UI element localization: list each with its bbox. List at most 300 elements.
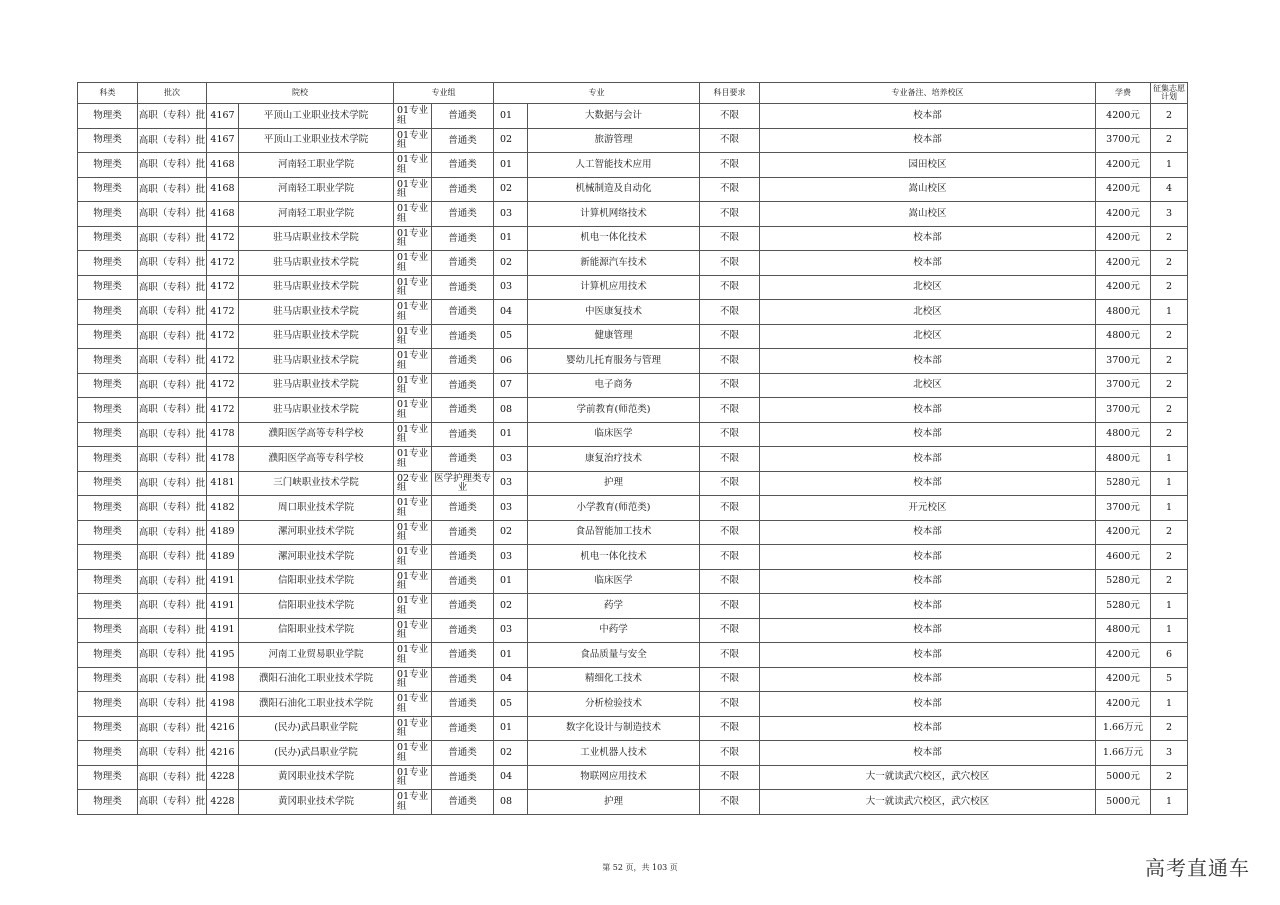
cell-fee: 4600元 (1096, 545, 1151, 570)
cell-major-code: 05 (494, 692, 528, 717)
cell-major-code: 01 (494, 226, 528, 251)
cell-subject-req: 不限 (700, 153, 760, 178)
cell-category: 物理类 (78, 128, 138, 153)
cell-subject-req: 不限 (700, 790, 760, 815)
cell-major: 药学 (528, 594, 700, 619)
cell-fee: 4200元 (1096, 202, 1151, 227)
cell-major: 健康管理 (528, 324, 700, 349)
cell-category: 物理类 (78, 373, 138, 398)
cell-school-code: 4172 (207, 398, 239, 423)
cell-school: 驻马店职业技术学院 (239, 324, 394, 349)
cell-school: 濮阳石油化工职业技术学院 (239, 667, 394, 692)
cell-note: 校本部 (760, 520, 1096, 545)
cell-note: 校本部 (760, 545, 1096, 570)
cell-note: 校本部 (760, 104, 1096, 129)
cell-group: 01专业组 (394, 741, 432, 766)
cell-batch: 高职（专科）批 (138, 471, 207, 496)
cell-group: 01专业组 (394, 324, 432, 349)
header-school: 院校 (207, 83, 394, 104)
cell-fee: 1.66万元 (1096, 716, 1151, 741)
cell-fee: 3700元 (1096, 398, 1151, 423)
cell-fee: 4200元 (1096, 251, 1151, 276)
cell-major: 学前教育(师范类) (528, 398, 700, 423)
cell-category: 物理类 (78, 471, 138, 496)
cell-subject-req: 不限 (700, 128, 760, 153)
cell-school: 河南轻工职业学院 (239, 153, 394, 178)
cell-group: 01专业组 (394, 177, 432, 202)
cell-group: 01专业组 (394, 202, 432, 227)
cell-major-code: 03 (494, 618, 528, 643)
cell-note: 北校区 (760, 373, 1096, 398)
cell-school-code: 4172 (207, 226, 239, 251)
cell-subject-req: 不限 (700, 741, 760, 766)
cell-school-code: 4167 (207, 104, 239, 129)
cell-batch: 高职（专科）批 (138, 618, 207, 643)
cell-plan: 2 (1151, 716, 1188, 741)
cell-major-code: 03 (494, 496, 528, 521)
cell-category: 物理类 (78, 765, 138, 790)
cell-school-code: 4191 (207, 569, 239, 594)
cell-school-code: 4216 (207, 741, 239, 766)
table-row (78, 618, 1188, 643)
cell-major: 人工智能技术应用 (528, 153, 700, 178)
cell-school: 河南工业贸易职业学院 (239, 643, 394, 668)
cell-group: 01专业组 (394, 765, 432, 790)
cell-batch: 高职（专科）批 (138, 251, 207, 276)
cell-plan: 2 (1151, 765, 1188, 790)
cell-plan: 5 (1151, 667, 1188, 692)
cell-school: 信阳职业技术学院 (239, 594, 394, 619)
cell-major: 大数据与会计 (528, 104, 700, 129)
cell-batch: 高职（专科）批 (138, 447, 207, 472)
cell-fee: 4800元 (1096, 447, 1151, 472)
cell-category: 物理类 (78, 398, 138, 423)
cell-major-code: 02 (494, 128, 528, 153)
cell-school-code: 4189 (207, 545, 239, 570)
cell-plan: 1 (1151, 618, 1188, 643)
cell-major: 中医康复技术 (528, 300, 700, 325)
cell-note: 校本部 (760, 667, 1096, 692)
cell-note: 校本部 (760, 349, 1096, 374)
table-row (78, 104, 1188, 129)
table-row (78, 422, 1188, 447)
cell-major: 康复治疗技术 (528, 447, 700, 472)
cell-note: 校本部 (760, 618, 1096, 643)
cell-group-type: 普通类 (432, 447, 494, 472)
cell-note: 校本部 (760, 741, 1096, 766)
cell-major-code: 01 (494, 569, 528, 594)
table-row (78, 300, 1188, 325)
cell-group: 01专业组 (394, 153, 432, 178)
table-row (78, 545, 1188, 570)
cell-school-code: 4172 (207, 275, 239, 300)
table-row (78, 692, 1188, 717)
cell-major-code: 01 (494, 643, 528, 668)
cell-school-code: 4182 (207, 496, 239, 521)
table-row (78, 569, 1188, 594)
cell-fee: 1.66万元 (1096, 741, 1151, 766)
cell-batch: 高职（专科）批 (138, 324, 207, 349)
cell-school: 濮阳医学高等专科学校 (239, 422, 394, 447)
cell-fee: 4200元 (1096, 275, 1151, 300)
cell-plan: 1 (1151, 300, 1188, 325)
cell-major: 工业机器人技术 (528, 741, 700, 766)
cell-category: 物理类 (78, 594, 138, 619)
header-major: 专业 (494, 83, 700, 104)
cell-batch: 高职（专科）批 (138, 422, 207, 447)
cell-batch: 高职（专科）批 (138, 300, 207, 325)
cell-plan: 2 (1151, 569, 1188, 594)
cell-major-code: 05 (494, 324, 528, 349)
cell-school-code: 4168 (207, 153, 239, 178)
cell-school-code: 4228 (207, 790, 239, 815)
cell-plan: 2 (1151, 128, 1188, 153)
cell-major-code: 04 (494, 765, 528, 790)
table-header-row (78, 83, 1188, 104)
cell-category: 物理类 (78, 300, 138, 325)
cell-subject-req: 不限 (700, 667, 760, 692)
cell-note: 校本部 (760, 226, 1096, 251)
cell-group-type: 普通类 (432, 373, 494, 398)
cell-fee: 4200元 (1096, 226, 1151, 251)
cell-plan: 6 (1151, 643, 1188, 668)
cell-plan: 1 (1151, 594, 1188, 619)
cell-school: 信阳职业技术学院 (239, 569, 394, 594)
cell-note: 校本部 (760, 471, 1096, 496)
cell-school-code: 4181 (207, 471, 239, 496)
cell-group-type: 普通类 (432, 594, 494, 619)
cell-school: 黄冈职业技术学院 (239, 790, 394, 815)
cell-group-type: 普通类 (432, 202, 494, 227)
table-row (78, 349, 1188, 374)
cell-subject-req: 不限 (700, 716, 760, 741)
cell-note: 嵩山校区 (760, 202, 1096, 227)
cell-school: 驻马店职业技术学院 (239, 251, 394, 276)
header-subject-req: 科目要求 (700, 83, 760, 104)
cell-batch: 高职（专科）批 (138, 692, 207, 717)
cell-fee: 3700元 (1096, 349, 1151, 374)
cell-plan: 1 (1151, 790, 1188, 815)
cell-group-type: 普通类 (432, 104, 494, 129)
cell-major: 电子商务 (528, 373, 700, 398)
cell-group: 02专业组 (394, 471, 432, 496)
cell-category: 物理类 (78, 422, 138, 447)
cell-subject-req: 不限 (700, 275, 760, 300)
cell-major-code: 03 (494, 202, 528, 227)
cell-category: 物理类 (78, 202, 138, 227)
cell-group: 01专业组 (394, 275, 432, 300)
cell-subject-req: 不限 (700, 520, 760, 545)
cell-subject-req: 不限 (700, 300, 760, 325)
cell-fee: 4200元 (1096, 520, 1151, 545)
cell-note: 校本部 (760, 569, 1096, 594)
cell-school-code: 4172 (207, 324, 239, 349)
cell-group-type: 普通类 (432, 692, 494, 717)
cell-batch: 高职（专科）批 (138, 398, 207, 423)
cell-major-code: 02 (494, 594, 528, 619)
cell-school: 驻马店职业技术学院 (239, 398, 394, 423)
cell-major-code: 04 (494, 667, 528, 692)
cell-group: 01专业组 (394, 692, 432, 717)
cell-school-code: 4172 (207, 300, 239, 325)
cell-group-type: 普通类 (432, 520, 494, 545)
cell-school-code: 4178 (207, 422, 239, 447)
cell-subject-req: 不限 (700, 618, 760, 643)
table-row (78, 202, 1188, 227)
cell-category: 物理类 (78, 251, 138, 276)
cell-fee: 4200元 (1096, 153, 1151, 178)
cell-major: 精细化工技术 (528, 667, 700, 692)
cell-school: 濮阳石油化工职业技术学院 (239, 692, 394, 717)
cell-subject-req: 不限 (700, 692, 760, 717)
cell-fee: 4200元 (1096, 104, 1151, 129)
cell-major-code: 01 (494, 716, 528, 741)
watermark-logo: 高考直通车 (1145, 856, 1250, 880)
header-fee: 学费 (1096, 83, 1151, 104)
cell-group-type: 普通类 (432, 545, 494, 570)
cell-school: 漯河职业技术学院 (239, 545, 394, 570)
table-row (78, 251, 1188, 276)
cell-subject-req: 不限 (700, 447, 760, 472)
cell-fee: 4800元 (1096, 618, 1151, 643)
cell-school: 三门峡职业技术学院 (239, 471, 394, 496)
cell-group-type: 医学护理类专业 (432, 471, 494, 496)
header-batch: 批次 (138, 83, 207, 104)
cell-group-type: 普通类 (432, 128, 494, 153)
cell-fee: 5000元 (1096, 790, 1151, 815)
cell-school-code: 4167 (207, 128, 239, 153)
header-group: 专业组 (394, 83, 494, 104)
cell-group: 01专业组 (394, 447, 432, 472)
cell-group: 01专业组 (394, 226, 432, 251)
cell-plan: 2 (1151, 251, 1188, 276)
cell-category: 物理类 (78, 545, 138, 570)
cell-group: 01专业组 (394, 594, 432, 619)
cell-major: 中药学 (528, 618, 700, 643)
cell-school-code: 4198 (207, 667, 239, 692)
table-row (78, 765, 1188, 790)
cell-note: 开元校区 (760, 496, 1096, 521)
table-row (78, 398, 1188, 423)
cell-plan: 2 (1151, 349, 1188, 374)
cell-school-code: 4178 (207, 447, 239, 472)
cell-category: 物理类 (78, 275, 138, 300)
cell-major: 护理 (528, 471, 700, 496)
cell-batch: 高职（专科）批 (138, 373, 207, 398)
cell-subject-req: 不限 (700, 765, 760, 790)
cell-school: (民办)武昌职业学院 (239, 741, 394, 766)
cell-note: 校本部 (760, 422, 1096, 447)
cell-fee: 4200元 (1096, 643, 1151, 668)
cell-subject-req: 不限 (700, 643, 760, 668)
cell-major: 新能源汽车技术 (528, 251, 700, 276)
cell-note: 园田校区 (760, 153, 1096, 178)
cell-batch: 高职（专科）批 (138, 765, 207, 790)
cell-major-code: 08 (494, 790, 528, 815)
cell-school: 平顶山工业职业技术学院 (239, 104, 394, 129)
cell-note: 大一就读武穴校区，武穴校区 (760, 765, 1096, 790)
cell-plan: 2 (1151, 275, 1188, 300)
cell-batch: 高职（专科）批 (138, 594, 207, 619)
cell-fee: 3700元 (1096, 373, 1151, 398)
cell-major: 分析检验技术 (528, 692, 700, 717)
cell-plan: 4 (1151, 177, 1188, 202)
cell-group: 01专业组 (394, 373, 432, 398)
cell-plan: 3 (1151, 202, 1188, 227)
table-row (78, 716, 1188, 741)
cell-school-code: 4198 (207, 692, 239, 717)
cell-plan: 2 (1151, 226, 1188, 251)
cell-plan: 1 (1151, 496, 1188, 521)
cell-school-code: 4228 (207, 765, 239, 790)
cell-plan: 1 (1151, 692, 1188, 717)
cell-batch: 高职（专科）批 (138, 569, 207, 594)
cell-fee: 5280元 (1096, 471, 1151, 496)
cell-group: 01专业组 (394, 251, 432, 276)
cell-fee: 3700元 (1096, 128, 1151, 153)
cell-major: 临床医学 (528, 422, 700, 447)
cell-note: 北校区 (760, 324, 1096, 349)
cell-note: 大一就读武穴校区，武穴校区 (760, 790, 1096, 815)
cell-category: 物理类 (78, 177, 138, 202)
cell-note: 北校区 (760, 275, 1096, 300)
cell-batch: 高职（专科）批 (138, 349, 207, 374)
cell-batch: 高职（专科）批 (138, 643, 207, 668)
cell-plan: 2 (1151, 373, 1188, 398)
cell-subject-req: 不限 (700, 545, 760, 570)
cell-school-code: 4172 (207, 251, 239, 276)
cell-group-type: 普通类 (432, 300, 494, 325)
cell-category: 物理类 (78, 643, 138, 668)
cell-group-type: 普通类 (432, 398, 494, 423)
cell-batch: 高职（专科）批 (138, 275, 207, 300)
cell-category: 物理类 (78, 496, 138, 521)
cell-major-code: 01 (494, 422, 528, 447)
cell-subject-req: 不限 (700, 471, 760, 496)
cell-group: 01专业组 (394, 667, 432, 692)
cell-major: 数字化设计与制造技术 (528, 716, 700, 741)
cell-note: 校本部 (760, 398, 1096, 423)
cell-plan: 1 (1151, 447, 1188, 472)
cell-school-code: 4172 (207, 373, 239, 398)
cell-school: 黄冈职业技术学院 (239, 765, 394, 790)
cell-note: 北校区 (760, 300, 1096, 325)
table-row (78, 128, 1188, 153)
cell-subject-req: 不限 (700, 373, 760, 398)
cell-note: 校本部 (760, 128, 1096, 153)
cell-group: 01专业组 (394, 496, 432, 521)
cell-category: 物理类 (78, 324, 138, 349)
cell-note: 校本部 (760, 643, 1096, 668)
cell-fee: 4800元 (1096, 300, 1151, 325)
cell-note: 校本部 (760, 251, 1096, 276)
cell-group-type: 普通类 (432, 422, 494, 447)
cell-subject-req: 不限 (700, 398, 760, 423)
cell-batch: 高职（专科）批 (138, 790, 207, 815)
cell-plan: 2 (1151, 520, 1188, 545)
cell-plan: 2 (1151, 324, 1188, 349)
cell-fee: 4200元 (1096, 667, 1151, 692)
cell-note: 校本部 (760, 594, 1096, 619)
cell-group: 01专业组 (394, 349, 432, 374)
cell-group: 01专业组 (394, 422, 432, 447)
cell-category: 物理类 (78, 741, 138, 766)
cell-group: 01专业组 (394, 398, 432, 423)
cell-school-code: 4168 (207, 177, 239, 202)
cell-group-type: 普通类 (432, 667, 494, 692)
cell-school-code: 4216 (207, 716, 239, 741)
cell-category: 物理类 (78, 349, 138, 374)
cell-category: 物理类 (78, 790, 138, 815)
cell-category: 物理类 (78, 226, 138, 251)
cell-category: 物理类 (78, 716, 138, 741)
cell-fee: 5280元 (1096, 594, 1151, 619)
page-number: 第 52 页，共 103 页 (602, 863, 678, 872)
cell-major-code: 02 (494, 177, 528, 202)
cell-subject-req: 不限 (700, 324, 760, 349)
table-row (78, 471, 1188, 496)
cell-plan: 2 (1151, 104, 1188, 129)
cell-major: 机电一体化技术 (528, 545, 700, 570)
header-plan: 征集志愿计划 (1151, 83, 1188, 104)
cell-school: 信阳职业技术学院 (239, 618, 394, 643)
cell-plan: 2 (1151, 545, 1188, 570)
cell-category: 物理类 (78, 569, 138, 594)
cell-school: 周口职业技术学院 (239, 496, 394, 521)
cell-group: 01专业组 (394, 128, 432, 153)
table-row (78, 226, 1188, 251)
table-row (78, 275, 1188, 300)
cell-plan: 2 (1151, 398, 1188, 423)
cell-school-code: 4191 (207, 594, 239, 619)
cell-major: 护理 (528, 790, 700, 815)
admission-plan-table (77, 82, 1188, 815)
cell-subject-req: 不限 (700, 226, 760, 251)
cell-note: 校本部 (760, 447, 1096, 472)
cell-category: 物理类 (78, 104, 138, 129)
cell-group-type: 普通类 (432, 496, 494, 521)
cell-major-code: 01 (494, 153, 528, 178)
table-row (78, 447, 1188, 472)
cell-school: 驻马店职业技术学院 (239, 226, 394, 251)
cell-category: 物理类 (78, 692, 138, 717)
cell-group: 01专业组 (394, 104, 432, 129)
table-row (78, 594, 1188, 619)
cell-batch: 高职（专科）批 (138, 667, 207, 692)
cell-major-code: 02 (494, 251, 528, 276)
cell-school: 平顶山工业职业技术学院 (239, 128, 394, 153)
cell-fee: 4800元 (1096, 422, 1151, 447)
table-row (78, 177, 1188, 202)
cell-school: (民办)武昌职业学院 (239, 716, 394, 741)
cell-major-code: 03 (494, 471, 528, 496)
cell-group: 01专业组 (394, 618, 432, 643)
table-row (78, 153, 1188, 178)
cell-subject-req: 不限 (700, 349, 760, 374)
cell-major-code: 03 (494, 447, 528, 472)
cell-major: 机电一体化技术 (528, 226, 700, 251)
cell-group: 01专业组 (394, 643, 432, 668)
cell-plan: 1 (1151, 471, 1188, 496)
cell-school: 河南轻工职业学院 (239, 177, 394, 202)
cell-school: 驻马店职业技术学院 (239, 275, 394, 300)
cell-school: 驻马店职业技术学院 (239, 300, 394, 325)
cell-group-type: 普通类 (432, 251, 494, 276)
cell-group-type: 普通类 (432, 716, 494, 741)
cell-major-code: 08 (494, 398, 528, 423)
cell-group: 01专业组 (394, 716, 432, 741)
cell-plan: 2 (1151, 422, 1188, 447)
